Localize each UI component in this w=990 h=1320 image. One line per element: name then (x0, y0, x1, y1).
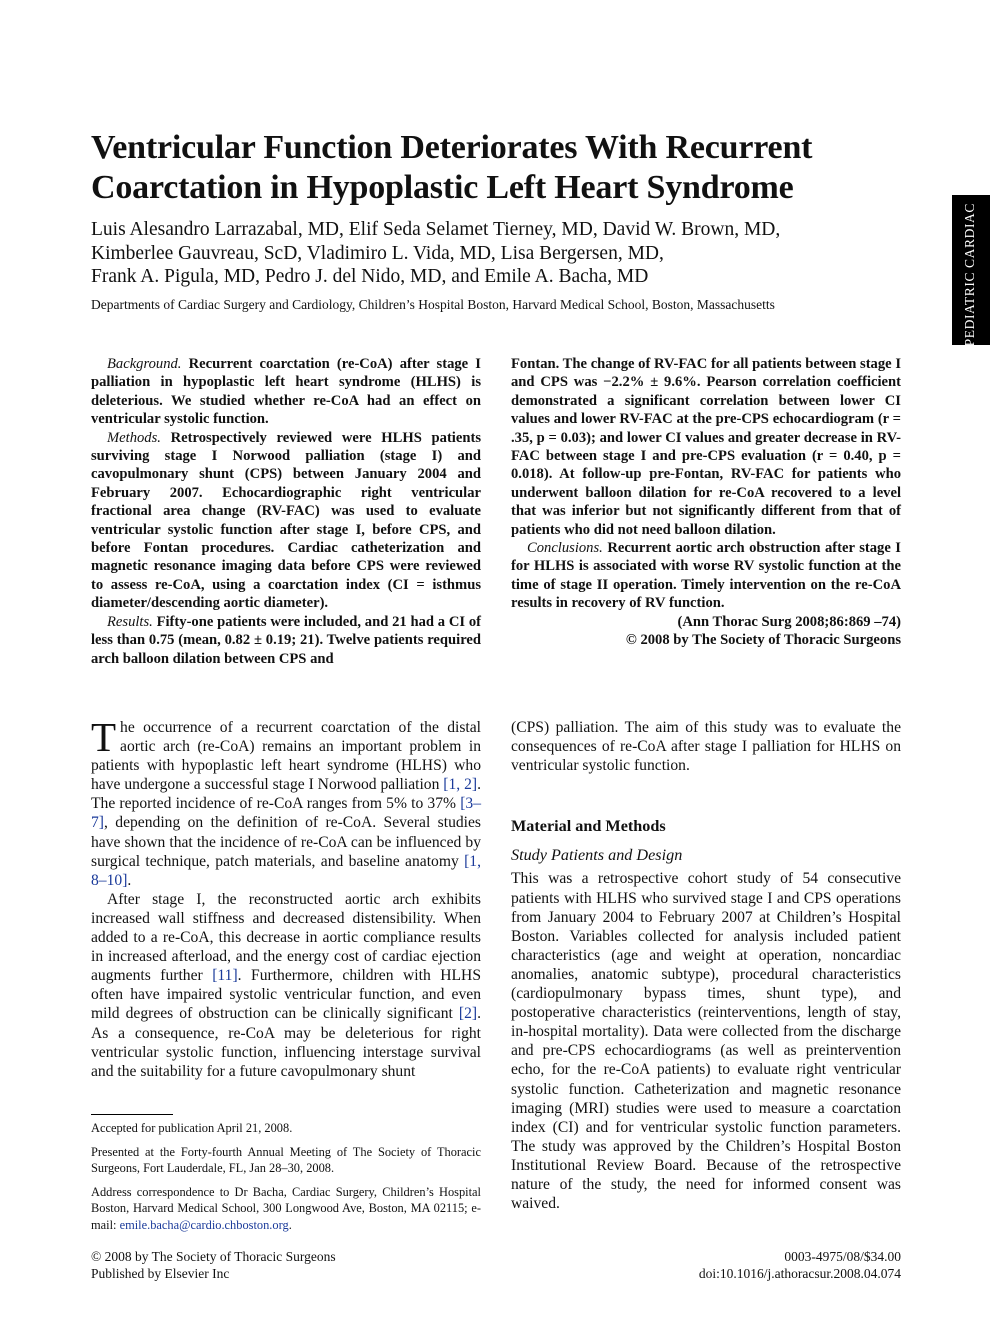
intro-text: he occurrence of a recurrent coarctation of the distal aortic arch (re-CoA) remains an important problem in patients with hypoplastic left heart syndrome (HLHS) who have undergone a successful stage I Norwood palliation (91, 719, 481, 794)
reference-link[interactable]: [3–7] (91, 795, 481, 832)
email-link[interactable]: emile.bacha@cardio.chboston.org (119, 1217, 289, 1232)
intro-text: After stage I, the reconstructed aortic arch exhibits increased wall stiffness and decreased distensibility. When added to a re-CoA, this decrease in aortic compliance results in increased afterload, and the energy cost of cardiac ejection augments further (91, 890, 481, 985)
abstract-background (91, 355, 481, 429)
footer-copyright: © 2008 by The Society of Thoracic Surgeons (91, 1249, 336, 1264)
intro-paragraph-2 (91, 890, 481, 1081)
authors-line-1: Luis Alesandro Larrazabal, MD, Elif Seda Selamet Tierney, MD, David W. Brown, MD, (91, 219, 781, 240)
abstract-results (91, 613, 481, 668)
results-label: Results. (107, 613, 153, 630)
presented-note: Presented at the Forty-fourth Annual Meeting of The Society of Thoracic Surgeons, Fort Lauderdale, FL, Jan 28–30, 2008. (91, 1144, 481, 1176)
body-right-column (511, 718, 901, 1213)
abstract-copyright: © 2008 by The Society of Thoracic Surgeons (625, 632, 901, 649)
intro-text: , depending on the definition of re-CoA. Several studies have shown that the incidence of re-CoA can be influenced by surgical technique, patch materials, and baseline anatomy (91, 814, 481, 870)
methods-text: Retrospectively reviewed were HLHS patients surviving stage I Norwood palliation (stage I) and cavopulmonary shunt (CPS) between January 2004 and February 2007. Echocardiographic right ventricular fractional area change (RV-FAC) was used to evaluate ventricular systolic function after stage I, before CPS, and before Fontan procedures. Cardiac catheterization and magnetic resonance imaging data before CPS were reviewed to assess re-CoA, using a coarctation index (CI = isthmus diameter/descending aortic diameter). (91, 429, 481, 612)
section-heading: Material and Methods (511, 817, 666, 836)
reference-link[interactable]: [1, 2] (443, 776, 478, 794)
drop-cap: T (91, 714, 117, 760)
intro-text: . (127, 871, 132, 889)
section-tab-label: PEDIATRIC CARDIAC (962, 203, 977, 347)
background-text: Recurrent coarctation (re-CoA) after stage I palliation in hypoplastic left heart syndrome (HLHS) is deleterious. We studied whether re-CoA had an effect on ventricular systolic function. (91, 356, 481, 428)
footnotes (91, 1120, 481, 1241)
correspondence-end: . (288, 1217, 292, 1232)
authors-line-2: Kimberlee Gauvreau, ScD, Vladimiro L. Vida, MD, Lisa Bergersen, MD, (91, 242, 664, 264)
abstract-left-column (91, 355, 481, 668)
footer-right (699, 1249, 901, 1282)
background-label: Background. (107, 356, 182, 372)
accepted-note: Accepted for publication April 21, 2008. (91, 1121, 293, 1135)
methods-paragraph: This was a retrospective cohort study of 54 consecutive patients with HLHS who survived stage I and CPS operations from January 2004 to February 2007 at Children’s Hospital Boston. Variables collected for analysis included patient characteristics (age and weight at operation, noncardiac anomalies, anatomic subtype), procedural characteristics (cardiopulmonary bypass times, shunt type), and postoperative characteristics (reinterventions, length of stay, in-hospital mortality). Data were collected from the discharge and pre-CPS echocardiograms (as well as preintervention echo, for the re-CoA patients) to evaluate right ventricular systolic function. Catheterization and magnetic resonance imaging (MRI) studies were used to measure a coarctation index (CI) and for ventricular systolic function parameters. The study was approved by the Children’s Hospital Boston Institutional Review Board. Because of the retrospective nature of the study, the need for informed consent was waived. (511, 870, 901, 1213)
subsection-heading: Study Patients and Design (511, 846, 683, 865)
reference-link[interactable]: [11] (212, 967, 238, 985)
affiliation: Departments of Cardiac Surgery and Cardiology, Children’s Hospital Boston, Harvard Medical School, Boston, Massachusetts (91, 297, 775, 312)
abstract-conclusions (511, 539, 901, 613)
abstract-methods (91, 429, 481, 613)
intro-paragraph-1 (91, 714, 481, 890)
correspondence-note (91, 1184, 481, 1234)
footnote-divider (91, 1114, 173, 1115)
author-list (91, 218, 921, 289)
footer-left (91, 1249, 336, 1282)
intro-text: . As a consequence, re-CoA may be deleterious for right ventricular systolic function, influencing interstage survival and the suitability for a future cavopulmonary shunt (91, 1005, 481, 1080)
correspondence-text: Address correspondence to Dr Bacha, Cardiac Surgery, Children’s Hospital Boston, Harvard Medical School, 300 Longwood Ave, Boston, MA 02115; e-mail: (91, 1184, 481, 1232)
conclusions-text: Recurrent aortic arch obstruction after stage I for HLHS is associated with worse RV systolic function at the time of stage II operation. Timely intervention on the re-CoA results in recovery of RV function. (511, 540, 901, 612)
abstract-right-column (511, 355, 901, 650)
article-title (91, 128, 911, 208)
results-text-b: Fontan. The change of RV-FAC for all patients between stage I and CPS was −2.2% ± 9.6%. Pearson correlation coefficient demonstrated a significant correlation between lower CI values and lower RV-FAC at the pre-CPS echocardiogram (r = .35, p = 0.03); and lower CI values and greater decrease in RV-FAC between stage I and pre-CPS evaluation (r = 0.40, p = 0.018). At follow-up pre-Fontan, RV-FAC for patients who underwent balloon dilation for re-CoA recovered to a level that was inferior but not significantly different from that of patients who did not need balloon dilation. (511, 356, 901, 538)
methods-label: Methods. (107, 429, 161, 446)
reference-link[interactable]: [2] (458, 1005, 478, 1023)
footer-issn: 0003-4975/08/$34.00 (784, 1249, 901, 1264)
title-line-1: Ventricular Function Deteriorates With Recurrent (91, 129, 813, 166)
body-left-column (91, 714, 481, 1081)
journal-citation: (Ann Thorac Surg 2008;86:869 –74) (677, 613, 901, 630)
authors-line-3: Frank A. Pigula, MD, Pedro J. del Nido, MD, and Emile A. Bacha, MD (91, 266, 649, 287)
intro-text: . The reported incidence of re-CoA ranges from 5% to 37% (91, 776, 481, 813)
abstract-results-continued (511, 355, 901, 539)
reference-link[interactable]: [1, 8–10] (91, 852, 481, 889)
title-line-2: Coarctation in Hypoplastic Left Heart Syndrome (91, 169, 794, 206)
results-text-a: Fifty-one patients were included, and 21 had a CI of less than 0.75 (mean, 0.82 ± 0.19; 21). Twelve patients required arch balloon dilation between CPS and (91, 613, 481, 667)
footer-publisher: Published by Elsevier Inc (91, 1265, 230, 1281)
section-tab (952, 195, 990, 345)
footer-doi[interactable]: doi:10.1016/j.athoracsur.2008.04.074 (698, 1265, 901, 1281)
conclusions-label: Conclusions. (527, 540, 603, 557)
intro-text: . Furthermore, children with HLHS often have impaired systolic ventricular function, and even mild degrees of obstruction can be clinically significant (91, 967, 481, 1023)
intro-paragraph-continued: (CPS) palliation. The aim of this study was to evaluate the consequences of re-CoA after stage I palliation for HLHS on ventricular systolic function. (511, 719, 901, 775)
